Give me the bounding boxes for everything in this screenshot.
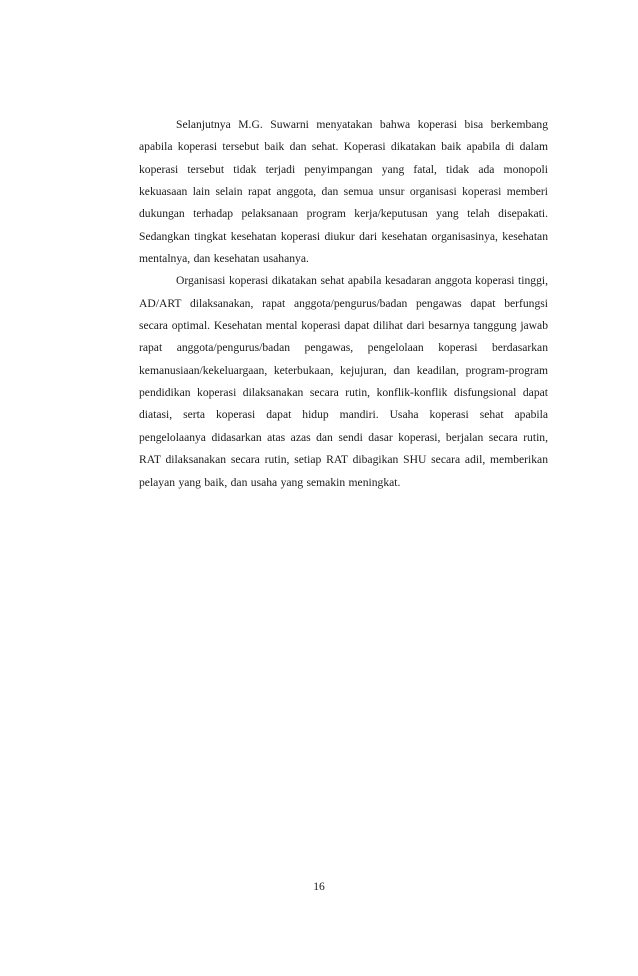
page-number: 16 <box>313 880 325 893</box>
paragraph-2: Organisasi koperasi dikatakan sehat apabila kesadaran anggota koperasi tinggi, AD/ART dilaksanakan, rapat anggota/pengurus/badan pengawas dapat berfungsi secara optimal. Kesehatan mental koperasi dapat dilihat dari besarnya tanggung jawab rapat anggota/pengurus/badan pengawas, pengelolaan koperasi berdasarkan kemanusiaan/kekeluargaan, keterbukaan, kejujuran, dan keadilan, program-program pendidikan koperasi dilaksanakan secara rutin, konflik-konflik disfungsional dapat diatasi, serta koperasi dapat hidup mandiri. Usaha koperasi sehat apabila pengelolaanya didasarkan atas azas dan sendi dasar koperasi, berjalan secara rutin, RAT dilaksanakan secara rutin, setiap RAT dibagikan SHU secara adil, memberikan pelayan yang baik, dan usaha yang semakin meningkat. <box>139 274 548 489</box>
paragraph-1: Selanjutnya M.G. Suwarni menyatakan bahwa koperasi bisa berkembang apabila koperasi tersebut baik dan sehat. Koperasi dikatakan baik apabila di dalam koperasi tersebut tidak terjadi penyimpangan yang fatal, tidak ada monopoli kekuasaan lain selain rapat anggota, dan semua unsur organisasi koperasi memberi dukungan terhadap pelaksanaan program kerja/keputusan yang telah disepakati. Sedangkan tingkat kesehatan koperasi diukur dari kesehatan organisasinya, kesehatan mentalnya, dan kesehatan usahanya. <box>139 118 548 266</box>
body-text <box>139 114 548 494</box>
